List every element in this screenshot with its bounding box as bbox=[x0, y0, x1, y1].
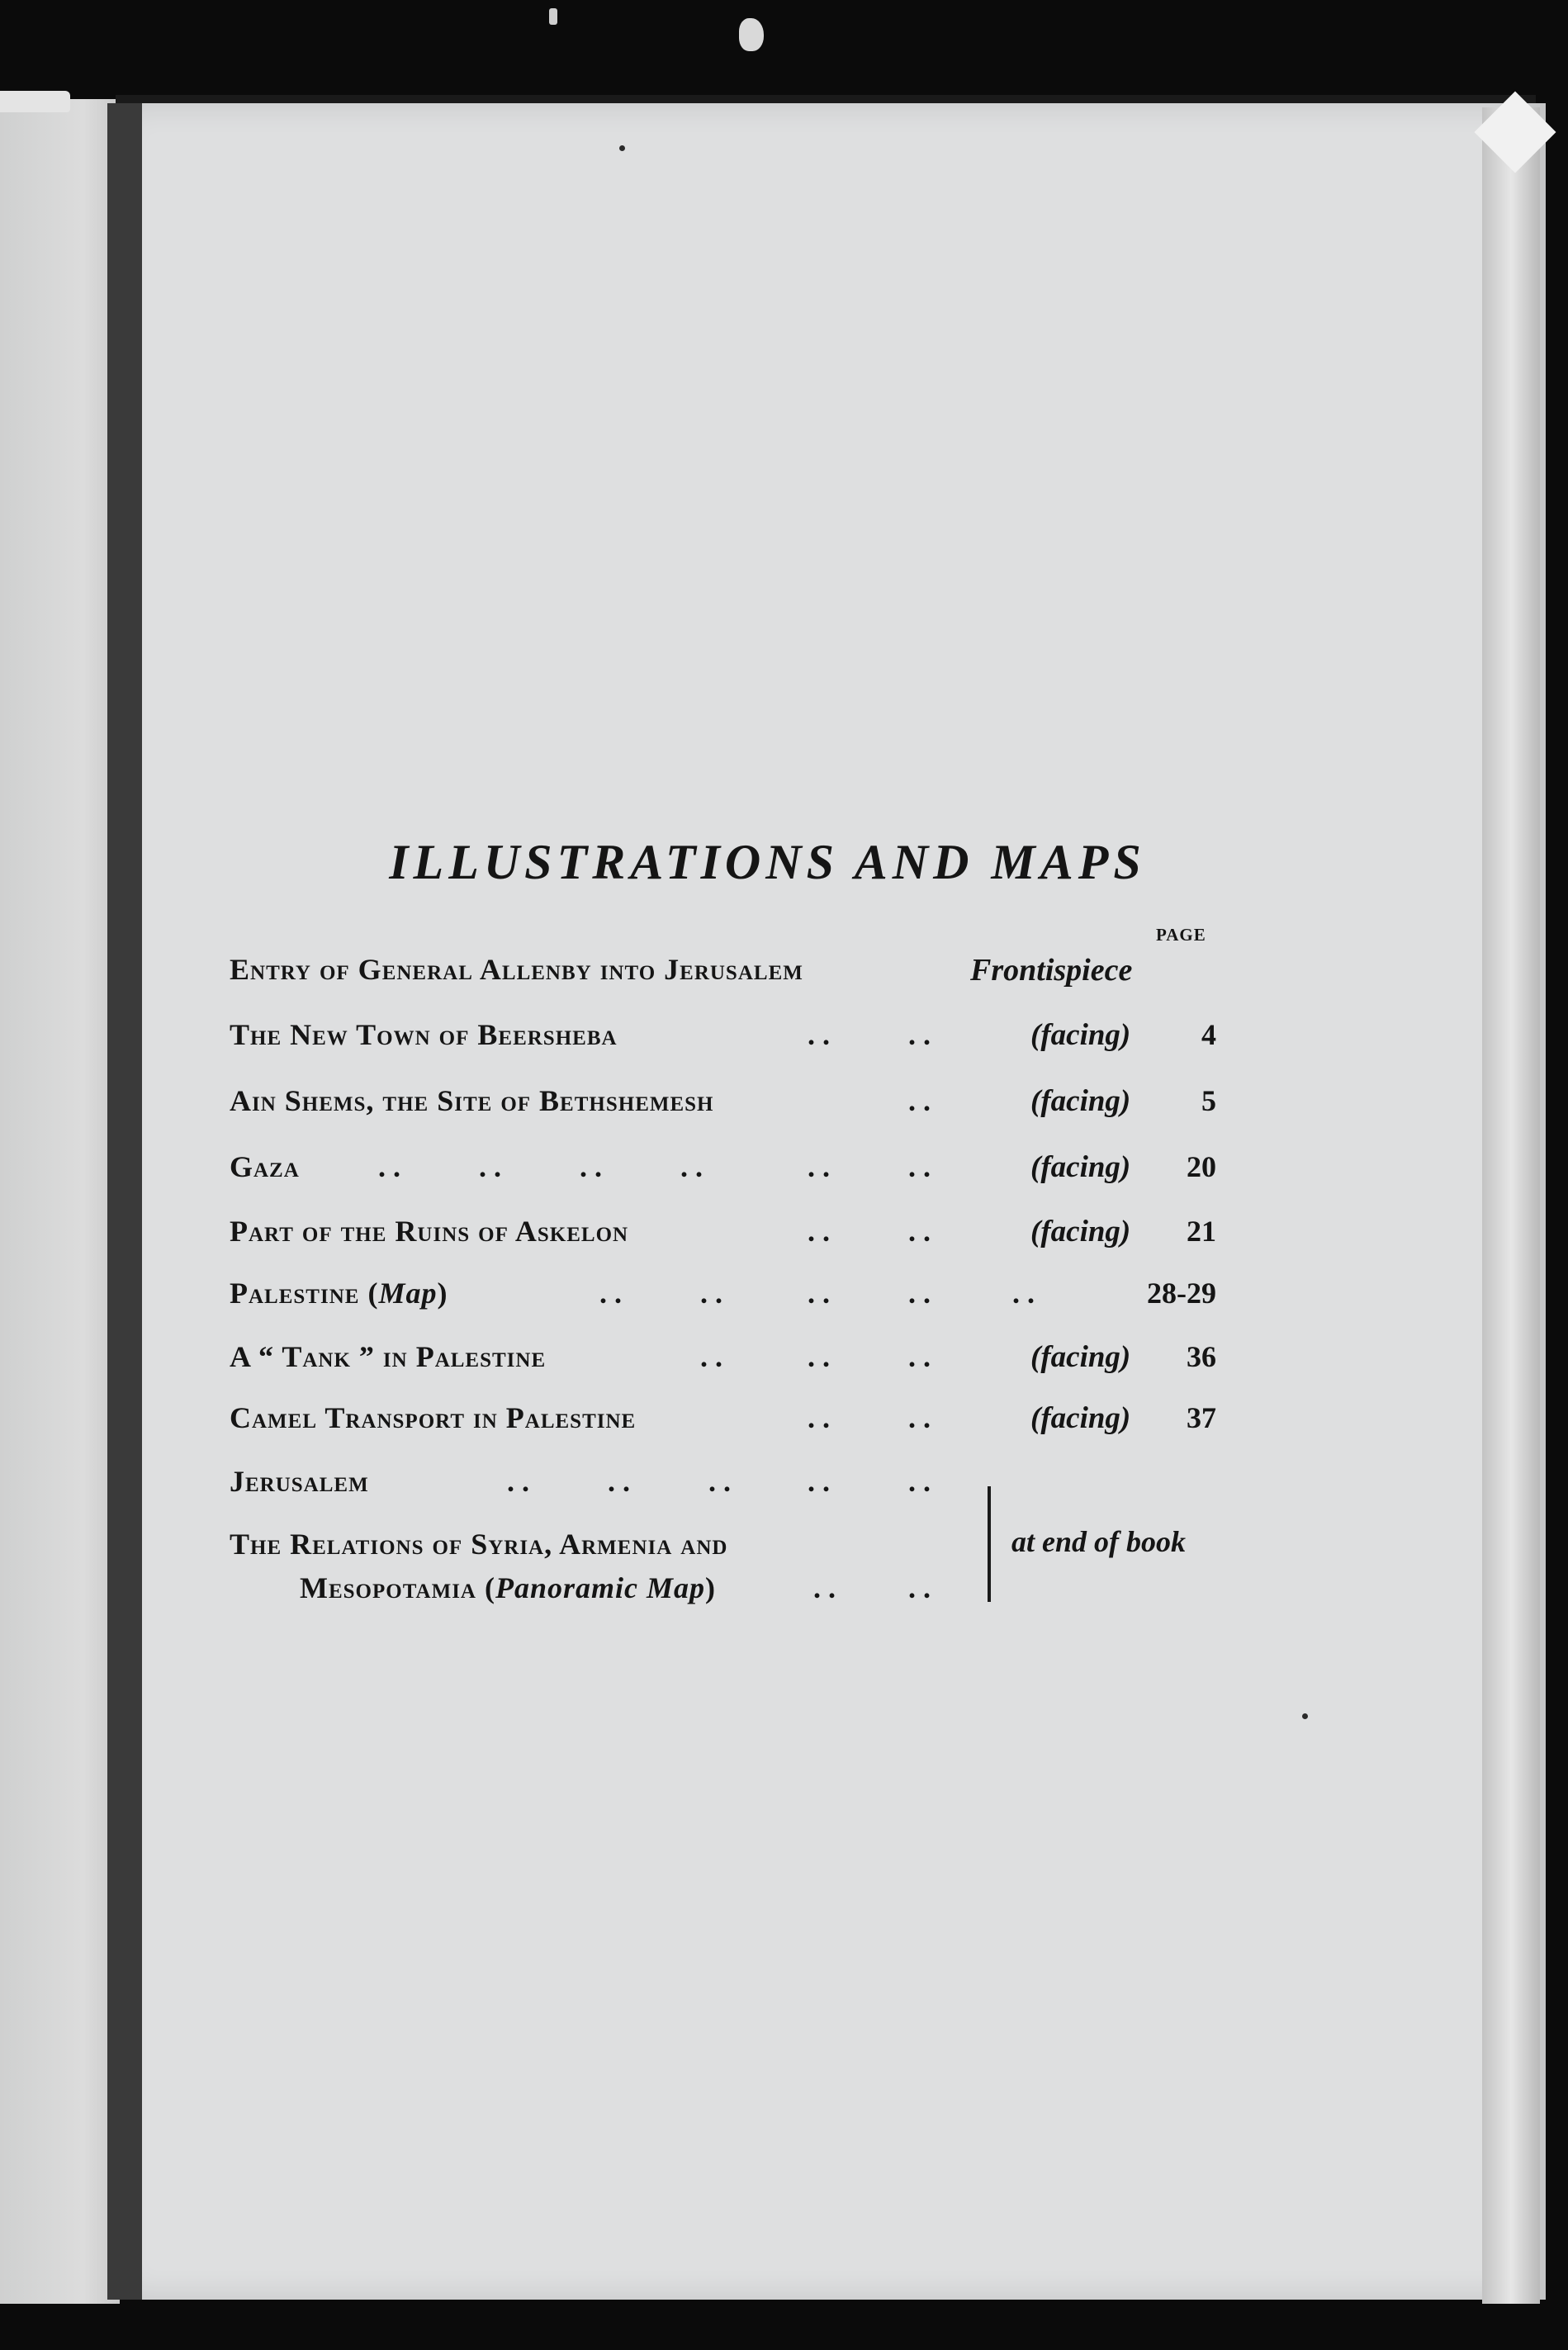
end-of-book-note: at end of book bbox=[1011, 1525, 1186, 1558]
entry-page: 36 bbox=[1187, 1340, 1216, 1373]
entry-page: 5 bbox=[1201, 1084, 1216, 1117]
entry-page: 21 bbox=[1187, 1215, 1216, 1248]
list-item bbox=[230, 952, 1216, 987]
leader-dots: . . bbox=[908, 1401, 931, 1434]
leader-dots: . . bbox=[908, 1215, 931, 1248]
list-item bbox=[230, 1464, 1216, 1499]
leader-dots: . . bbox=[808, 1277, 830, 1310]
leader-dots: . . bbox=[808, 1465, 830, 1498]
leader-dots: . . bbox=[808, 1018, 830, 1051]
list-item bbox=[230, 1017, 1216, 1052]
entry-title: Palestine bbox=[230, 1277, 360, 1310]
leader-dots: . . bbox=[700, 1340, 722, 1373]
leader-dots: . . bbox=[608, 1465, 630, 1498]
entry-page: 4 bbox=[1201, 1018, 1216, 1051]
entry-title: Mesopotamia bbox=[300, 1571, 476, 1604]
leader-dots: . . bbox=[479, 1150, 501, 1183]
entry-title: Entry of General Allenby into Jerusalem bbox=[230, 953, 803, 986]
leader-dots: . . bbox=[378, 1150, 400, 1183]
leader-dots: . . bbox=[908, 1465, 931, 1498]
entry-note: (facing) bbox=[1030, 1340, 1131, 1374]
film-mark-b bbox=[739, 18, 764, 51]
entry-title: Gaza bbox=[230, 1150, 300, 1183]
page-column-label: PAGE bbox=[1156, 925, 1206, 945]
film-mark bbox=[549, 8, 557, 25]
entry-title: Part of the Ruins of Askelon bbox=[230, 1215, 629, 1248]
list-item bbox=[230, 1339, 1216, 1374]
leader-dots: . . bbox=[908, 1150, 931, 1183]
leader-dots: . . bbox=[708, 1465, 731, 1498]
entry-note: (facing) bbox=[1030, 1018, 1131, 1052]
leader-dots: . . bbox=[808, 1150, 830, 1183]
bracket bbox=[988, 1486, 991, 1602]
entry-title-italic: Map bbox=[378, 1277, 438, 1310]
entry-title: A “ Tank ” in Palestine bbox=[230, 1340, 547, 1373]
speck bbox=[619, 145, 625, 151]
leader-dots: . . bbox=[908, 1340, 931, 1373]
entry-page: 20 bbox=[1187, 1150, 1216, 1183]
book-page bbox=[107, 103, 1546, 2300]
leader-dots: . . bbox=[908, 1571, 931, 1604]
facing-page-edge bbox=[0, 99, 120, 2304]
entry-title: The Relations of Syria, Armenia and bbox=[230, 1528, 728, 1561]
leader-dots: . . bbox=[808, 1401, 830, 1434]
leader-dots: . . bbox=[908, 1277, 931, 1310]
speck bbox=[1302, 1713, 1308, 1719]
entry-note: Frontispiece bbox=[970, 953, 1133, 988]
leader-dots: . . bbox=[599, 1277, 622, 1310]
entry-note: (facing) bbox=[1030, 1215, 1131, 1248]
list-item bbox=[230, 1083, 1216, 1118]
entry-note: (facing) bbox=[1030, 1401, 1131, 1435]
leader-dots: . . bbox=[580, 1150, 602, 1183]
entry-note: (facing) bbox=[1030, 1150, 1131, 1184]
leader-dots: . . bbox=[507, 1465, 529, 1498]
entry-title: Jerusalem bbox=[230, 1465, 369, 1498]
leader-dots: . . bbox=[1012, 1277, 1035, 1310]
facing-page-corner bbox=[0, 91, 70, 112]
list-item-continuation: Mesopotamia (Panoramic Map) . . . . bbox=[300, 1571, 931, 1604]
leader-dots: . . bbox=[700, 1277, 722, 1310]
entry-title: Camel Transport in Palestine bbox=[230, 1401, 637, 1434]
list-item bbox=[230, 1149, 1216, 1184]
list-item: Palestine (Map) . . . . . . . . . . 28-29 bbox=[230, 1277, 1216, 1310]
leader-dots: . . bbox=[680, 1150, 703, 1183]
leader-dots: . . bbox=[813, 1571, 836, 1604]
entry-title-italic: Panoramic Map bbox=[495, 1571, 705, 1604]
leader-dots: . . bbox=[908, 1018, 931, 1051]
entry-note: (facing) bbox=[1030, 1084, 1131, 1118]
page-title: ILLUSTRATIONS AND MAPS bbox=[389, 835, 1146, 889]
leader-dots: . . bbox=[808, 1215, 830, 1248]
entry-title: Ain Shems, the Site of Bethshemesh bbox=[230, 1084, 714, 1117]
leader-dots: . . bbox=[808, 1340, 830, 1373]
list-item bbox=[230, 1214, 1216, 1248]
entry-title: The New Town of Beersheba bbox=[230, 1018, 618, 1051]
entry-page: 28-29 bbox=[1147, 1277, 1216, 1310]
list-item bbox=[230, 1400, 1216, 1435]
page-fore-edge bbox=[1482, 107, 1540, 2304]
leader-dots: . . bbox=[908, 1084, 931, 1117]
entry-page: 37 bbox=[1187, 1401, 1216, 1434]
